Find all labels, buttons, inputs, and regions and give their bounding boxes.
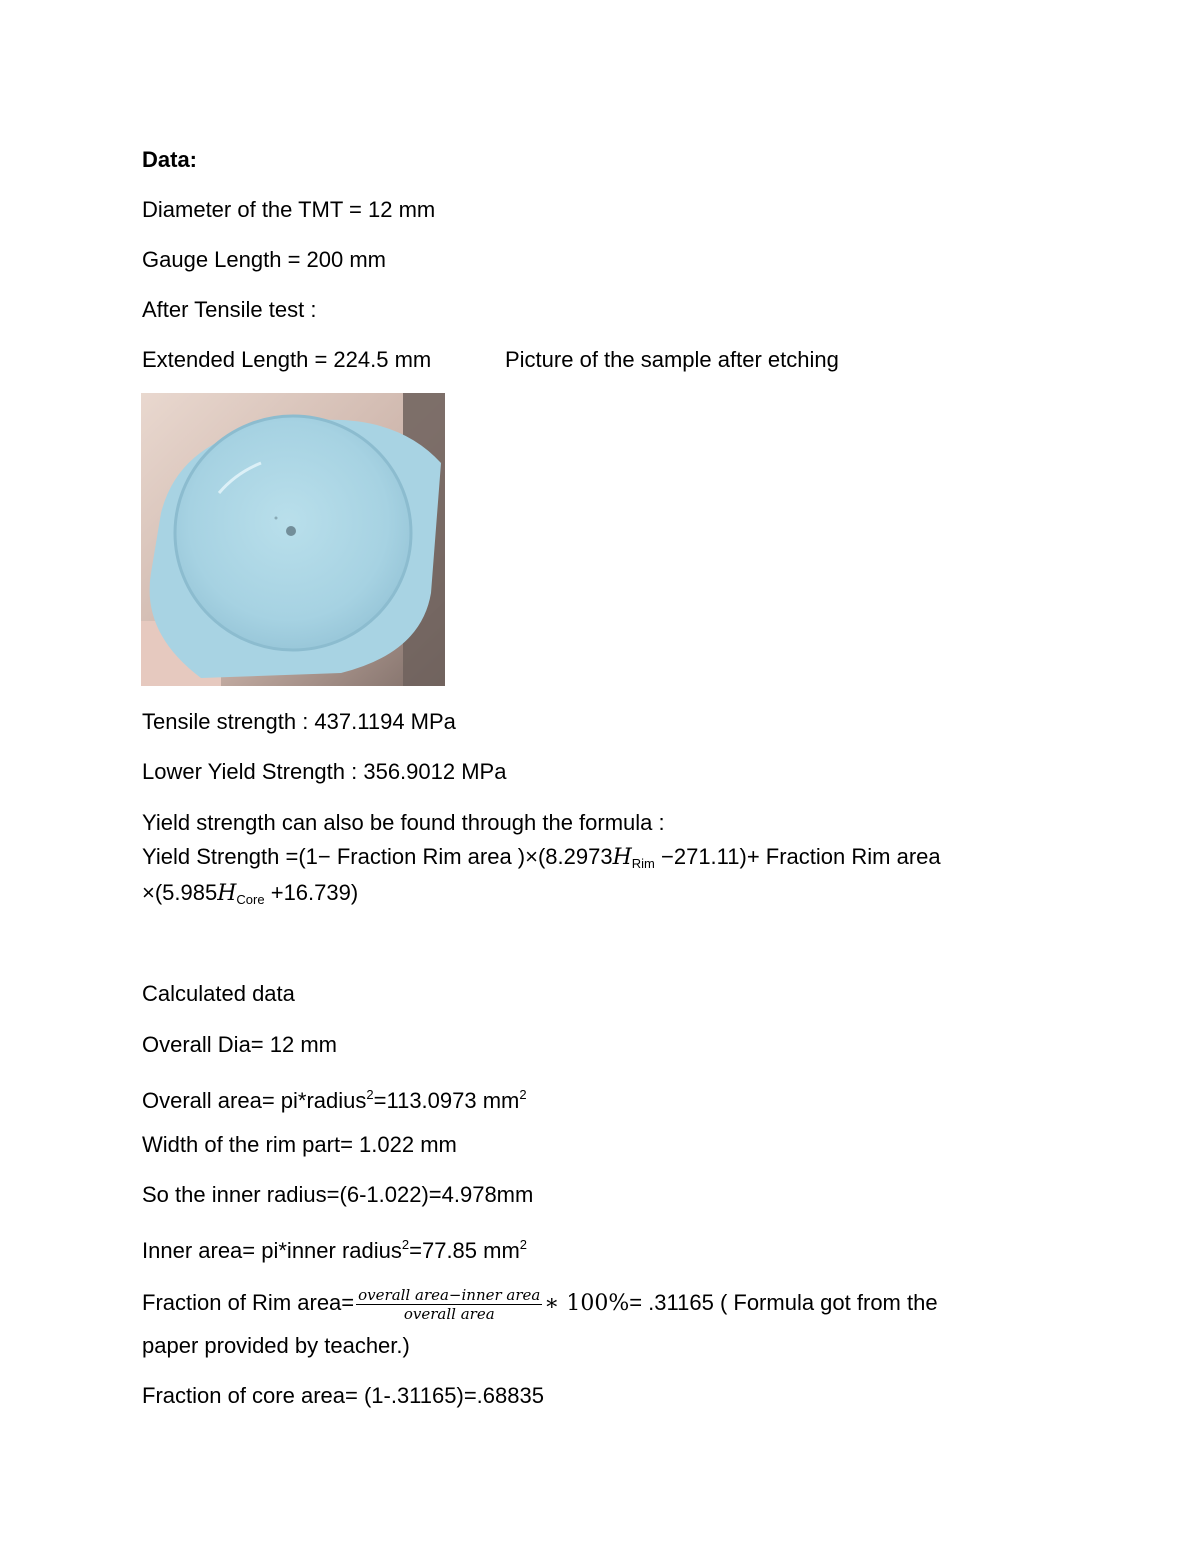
fraction-core-text: Fraction of core area= (1-.31165)=.68835 xyxy=(142,1383,544,1408)
fraction-rim-text: Fraction of Rim area= $\frac{\text{overall area−inner area}}{\text{overall area}}$ ∗ 100%= .31165 ( Formula got from the xyxy=(142,1285,938,1323)
gauge-length-text: Gauge Length = 200 mm xyxy=(142,247,386,272)
extended-length-text: Extended Length = 224.5 mm xyxy=(142,347,432,372)
after-tensile-text: After Tensile test : xyxy=(142,297,317,322)
h-variable: H xyxy=(217,881,237,906)
fraction-rim-note: paper provided by teacher.) xyxy=(142,1333,410,1358)
picture-caption: Picture of the sample after etching xyxy=(505,347,839,372)
diameter-text: Diameter of the TMT = 12 mm xyxy=(142,197,436,222)
h-variable: H xyxy=(612,845,632,870)
rim-width-text: Width of the rim part= 1.022 mm xyxy=(142,1132,457,1157)
inner-area-text: Inner area= pi*inner radius$^2$=77.85 $mm^2$ xyxy=(142,1237,528,1263)
fraction-formula: $\frac{\text{overall area−inner area}}{\text{overall area}}$ xyxy=(358,1285,541,1323)
etched-sample-photo xyxy=(141,393,445,686)
yield-formula-line-2: $\times(5.985H_{Core} +16.739)$ xyxy=(142,880,359,907)
overall-dia-text: Overall Dia= 12 mm xyxy=(142,1032,338,1057)
lower-yield-text: Lower Yield Strength : 356.9012 MPa xyxy=(142,759,507,784)
inner-radius-text: So the inner radius=(6-1.022)=4.978mm xyxy=(142,1182,534,1207)
tensile-strength-text: Tensile strength : 437.1194 MPa xyxy=(142,709,456,734)
overall-area-text: Overall area= pi*radius$^2$=113.0973 $mm^2$ xyxy=(142,1087,527,1113)
yield-formula-intro: Yield strength can also be found through the formula : xyxy=(142,810,665,835)
section-heading-data: Data: xyxy=(142,147,198,172)
yield-formula-line-1: Yield Strength =(1− Fraction Rim area )$\times(8.2973H_{Rim} -271.11)+$ Fraction Rim area xyxy=(142,844,941,871)
calculated-heading: Calculated data xyxy=(142,981,295,1006)
